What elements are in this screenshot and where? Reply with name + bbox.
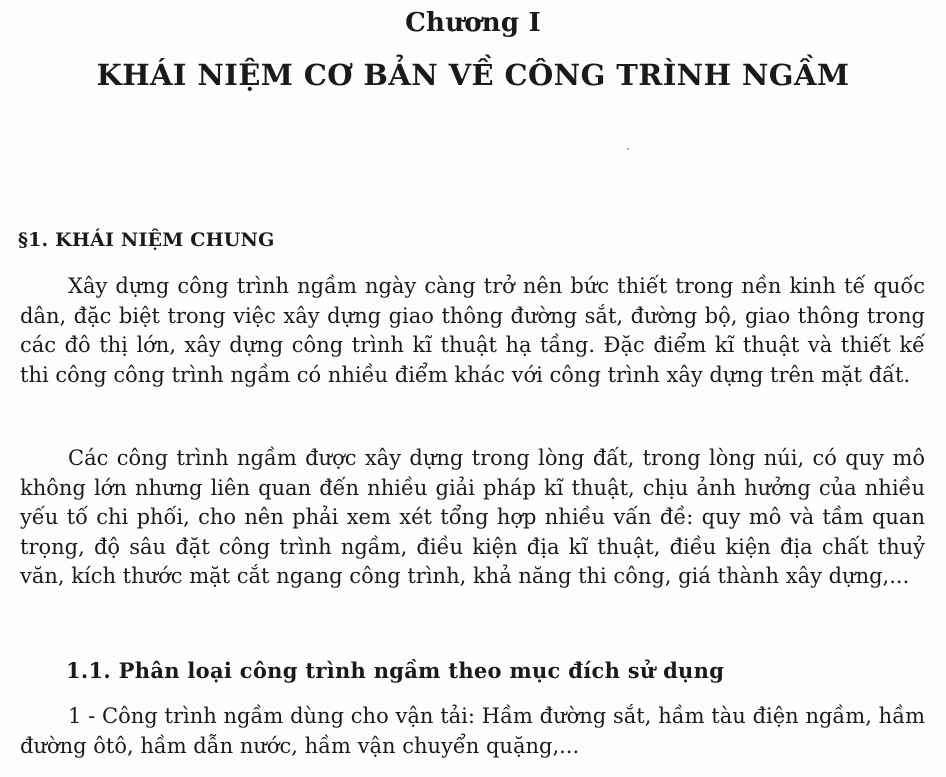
chapter-title: KHÁI NIỆM CƠ BẢN VỀ CÔNG TRÌNH NGẦM — [96, 58, 850, 92]
section-paragraph-1: Xây dựng công trình ngầm ngày càng trở nên bức thiết trong nền kinh tế quốc dân, đặc biệt trong việc xây dựng giao thông đường sắt, đường bộ, giao thông trong các đô thị lớn, xây dựng công trình kĩ thuật hạ tầng. Đặc điểm kĩ thuật và thiết kế thi công công trình ngầm có nhiều điểm khác với công trình xây dựng trên mặt đất. — [20, 274, 925, 387]
scan-speck — [627, 148, 629, 150]
chapter-label: Chương I — [405, 8, 541, 38]
cutoff-text-line — [40, 770, 560, 777]
section-paragraph-2: Các công trình ngầm được xây dựng trong lòng đất, trong lòng núi, có quy mô không lớn nhưng liên quan đến nhiều giải pháp kĩ thuật, chịu ảnh hưởng của nhiều yếu tố chi phối, cho nên phải xem xét tổng hợp nhiều vấn đề: quy mô và tầm quan trọng, độ sâu đặt công trình ngầm, điều kiện địa kĩ thuật, điều kiện địa chất thuỷ văn, kích thước mặt cắt ngang công trình, khả năng thi công, giá thành xây dựng,... — [20, 446, 925, 588]
subsection-paragraph-1: 1 - Công trình ngầm dùng cho vận tải: Hầm đường sắt, hầm tàu điện ngầm, hầm đường ôtô, hầm dẫn nước, hầm vận chuyển quặng,... — [20, 704, 925, 758]
section-heading: §1. KHÁI NIỆM CHUNG — [18, 229, 275, 251]
subsection-heading: 1.1. Phân loại công trình ngầm theo mục đích sử dụng — [66, 658, 725, 683]
